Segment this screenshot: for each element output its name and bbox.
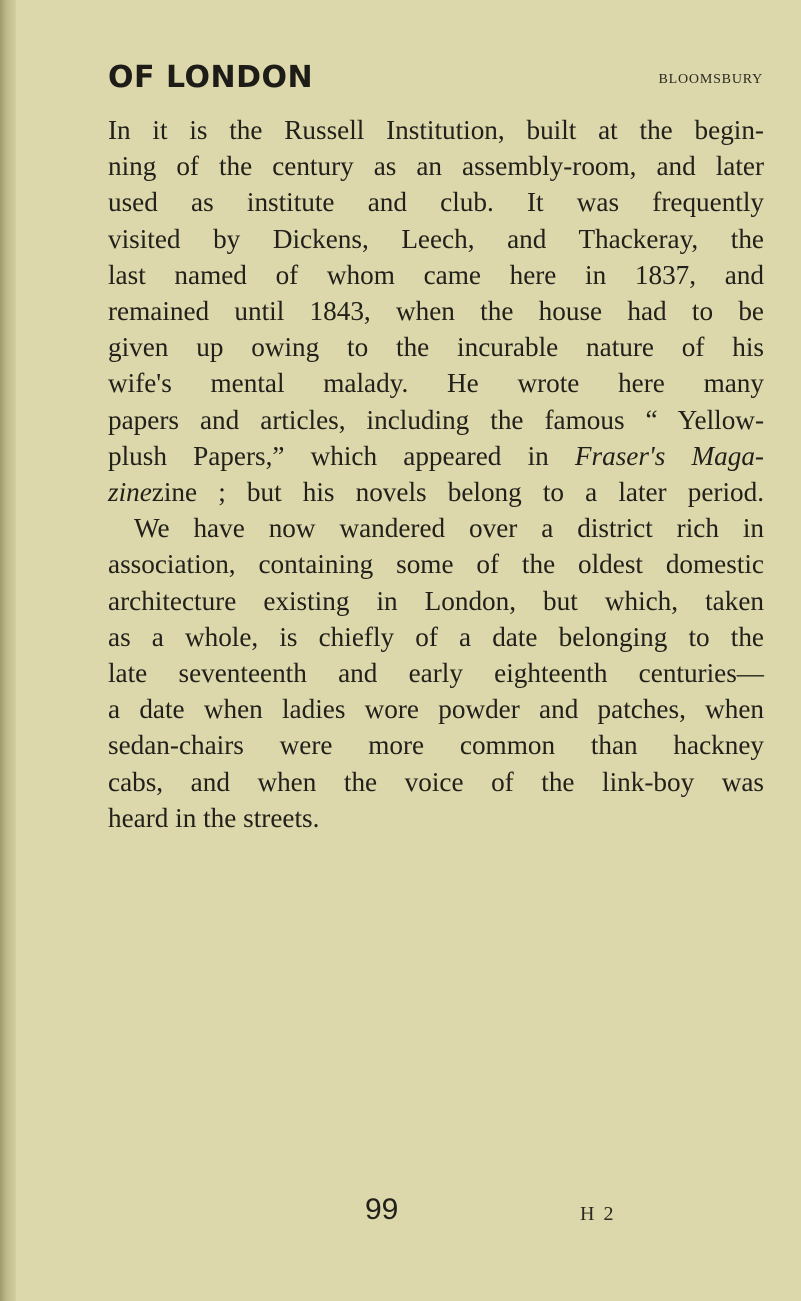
text-line-6: remained until 1843, when the house had to be xyxy=(108,296,764,327)
text-line-20: heard in the streets. xyxy=(108,802,320,833)
text-line-15: as a whole, is chiefly of a date belonging to the xyxy=(108,621,764,652)
text-line-11-roman: zine ; but his novels belong to a later period. xyxy=(151,477,764,508)
text-line-3: used as institute and club. It was frequently xyxy=(108,187,764,218)
text-line-7: given up owing to the incurable nature of his xyxy=(108,332,764,363)
running-head-section: BLOOMSBURY xyxy=(658,72,763,87)
text-line-18: sedan-chairs were more common than hackney xyxy=(108,730,764,761)
text-line-8: wife's mental malady. He wrote here many xyxy=(108,368,764,399)
text-line-10-roman: plush Papers,” which appeared in xyxy=(108,440,575,471)
text-line-17: a date when ladies wore powder and patches, when xyxy=(108,694,764,725)
text-line-13: association, containing some of the oldest domestic xyxy=(108,549,764,580)
italic-title-part1: Fraser's Maga- xyxy=(574,440,764,471)
page-number: 99 xyxy=(365,1193,399,1226)
text-line-12: We have now wandered over a district rich in xyxy=(134,513,764,544)
text-line-16: late seventeenth and early eighteenth centuries— xyxy=(108,658,764,689)
binding-edge xyxy=(0,0,16,1301)
text-line-5: last named of whom came here in 1837, and xyxy=(108,259,764,290)
italic-title-part2: zine xyxy=(108,477,152,508)
text-line-1: In it is the Russell Institution, built at the begin- xyxy=(108,115,764,145)
running-head-title: OF LONDON xyxy=(108,60,314,95)
text-line-19: cabs, and when the voice of the link-boy was xyxy=(108,766,764,797)
text-line-10 xyxy=(108,438,764,474)
text-line-11 xyxy=(108,474,764,510)
text-line-9: papers and articles, including the famous “ Yellow- xyxy=(108,404,764,435)
text-line-14: architecture existing in London, but which, taken xyxy=(108,585,764,616)
signature-mark: H 2 xyxy=(580,1203,616,1225)
body-text xyxy=(108,112,764,836)
text-line-4: visited by Dickens, Leech, and Thackeray, the xyxy=(108,223,764,254)
text-line-2: ning of the century as an assembly-room, and later xyxy=(108,151,764,182)
